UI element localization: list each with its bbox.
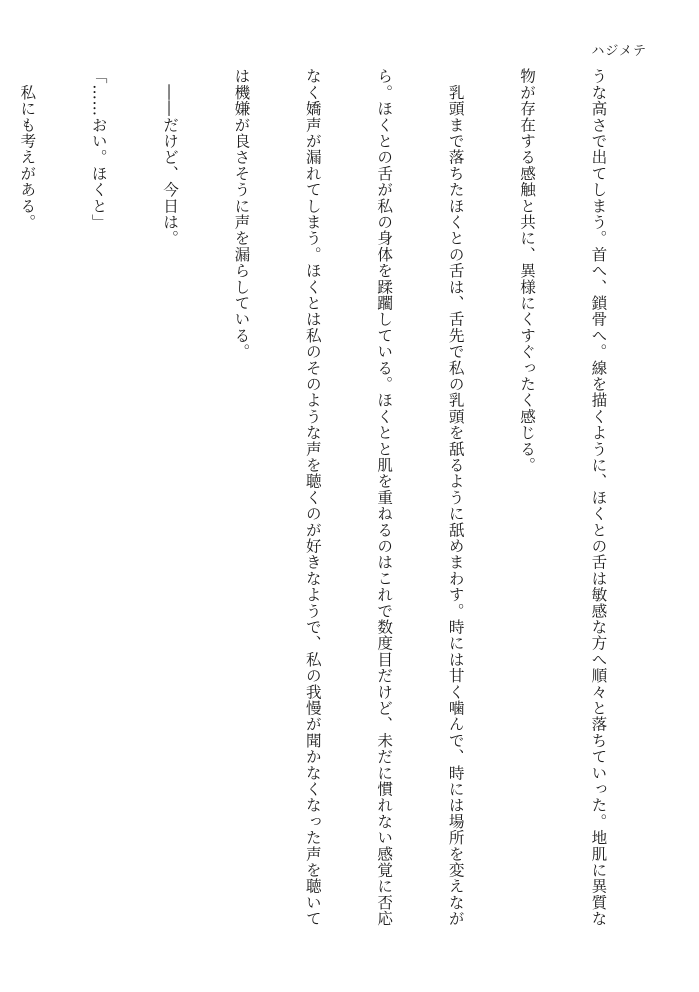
text-line: ――だけど、今日は。	[161, 68, 180, 247]
text-line: は機嫌が良さそうに声を漏らしている。	[232, 68, 251, 360]
chapter-header: ハジメテ	[591, 44, 647, 59]
text-line: 私にも考えがある。	[18, 68, 37, 230]
text-line: 「……おい。ほくと」	[89, 68, 108, 230]
text-line: 乳頭まで落ちたほくとの舌は、舌先で私の乳頭を舐るように舐めまわす。時には甘く噛んで、時には場所を変えなが	[446, 68, 465, 927]
text-line: 物が存在する感触と共に、異様にくすぐったく感じる。	[518, 68, 537, 473]
text-line: うな高さで出てしまう。首へ、鎖骨へ。線を描くように、ほくとの舌は敏感な方へ順々と落ちていった。地肌に異質な	[589, 68, 608, 927]
text-line: ら。ほくとの舌が私の身体を蹂躙している。ほくとと肌を重ねるのはこれで数度目だけど、未だに慣れない感覚に否応	[375, 68, 394, 927]
text-line: なく嬌声が漏れてしまう。ほくとは私のそのような声を聴くのが好きなようで、私の我慢が聞かなくなった声を聴いて	[303, 68, 322, 927]
vertical-body-text	[0, 68, 657, 948]
